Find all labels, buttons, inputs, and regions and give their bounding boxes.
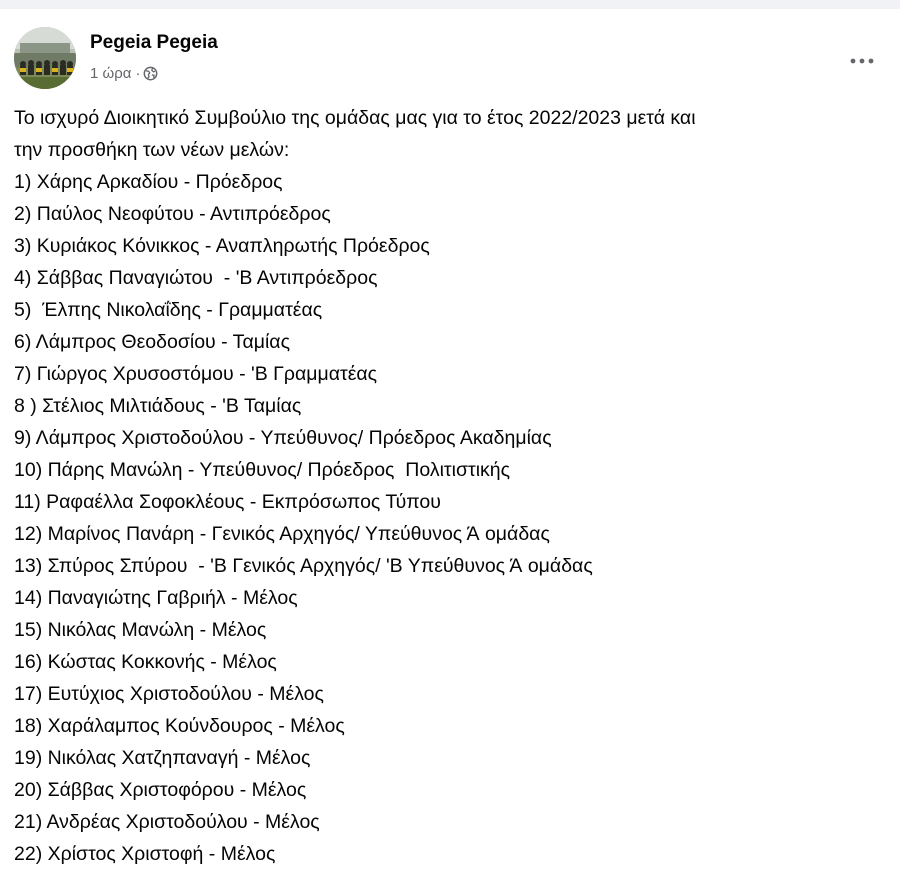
member-line: 17) Ευτύχιος Χριστοδούλου - Μέλος <box>14 683 324 705</box>
team-photo-avatar <box>14 27 76 89</box>
member-line: 16) Κώστας Κοκκονής - Μέλος <box>14 651 277 673</box>
member-line: 20) Σάββας Χριστοφόρου - Μέλος <box>14 779 307 801</box>
meta-separator: · <box>135 65 141 82</box>
member-line: 3) Κυριάκος Κόνικκος - Αναπληρωτής Πρόεδρος <box>14 235 430 257</box>
globe-icon <box>143 66 158 81</box>
more-horizontal-icon <box>850 58 874 64</box>
member-line: 6) Λάμπρος Θεοδοσίου - Ταμίας <box>14 331 290 353</box>
more-options-button[interactable] <box>844 49 880 73</box>
member-line: 15) Νικόλας Μανώλη - Μέλος <box>14 619 267 641</box>
member-line: 11) Ραφαέλλα Σοφοκλέους - Εκπρόσωπος Τύπου <box>14 491 441 513</box>
post-header <box>14 25 886 85</box>
member-line: 10) Πάρης Μανώλη - Υπεύθυνος/ Πρόεδρος Πολιτιστικής <box>14 459 511 481</box>
member-line: 22) Χρίστος Χριστοφή - Μέλος <box>14 843 276 865</box>
member-line: 5) Έλπης Νικολαΐδης - Γραμματέας <box>14 299 323 321</box>
member-line: 7) Γιώργος Χρυσοστόμου - 'Β Γραμματέας <box>14 363 378 385</box>
post-author[interactable]: Pegeia Pegeia <box>90 32 218 53</box>
member-line: 21) Ανδρέας Χριστοδούλου - Μέλος <box>14 811 320 833</box>
post-text <box>14 102 894 870</box>
post-timestamp[interactable]: 1 ώρα <box>90 65 132 82</box>
member-line: 14) Παναγιώτης Γαβριήλ - Μέλος <box>14 587 298 609</box>
member-line: 18) Χαράλαμπος Κούνδουρος - Μέλος <box>14 715 345 737</box>
post-intro-line-2: την προσθήκη των νέων μελών: <box>14 139 290 161</box>
member-line: 8 ) Στέλιος Μιλτιάδους - 'Β Ταμίας <box>14 395 302 417</box>
avatar[interactable] <box>14 27 76 89</box>
member-line: 12) Μαρίνος Πανάρη - Γενικός Αρχηγός/ Υπεύθυνος Ά ομάδας <box>14 523 550 545</box>
member-line: 13) Σπύρος Σπύρου - 'Β Γενικός Αρχηγός/ 'Β Υπεύθυνος Ά ομάδας <box>14 555 593 577</box>
post-intro-line-1: Το ισχυρό Διοικητικό Συμβούλιο της ομάδας μας για το έτος 2022/2023 μετά και <box>14 107 696 129</box>
post-meta <box>90 65 158 82</box>
member-line: 2) Παύλος Νεοφύτου - Αντιπρόεδρος <box>14 203 331 225</box>
member-line: 9) Λάμπρος Χριστοδούλου - Υπεύθυνος/ Πρόεδρος Ακαδημίας <box>14 427 552 449</box>
facebook-post <box>0 9 900 873</box>
member-line: 1) Χάρης Αρκαδίου - Πρόεδρος <box>14 171 283 193</box>
member-line: 4) Σάββας Παναγιώτου - 'Β Αντιπρόεδρος <box>14 267 378 289</box>
member-line: 19) Νικόλας Χατζηπαναγή - Μέλος <box>14 747 311 769</box>
